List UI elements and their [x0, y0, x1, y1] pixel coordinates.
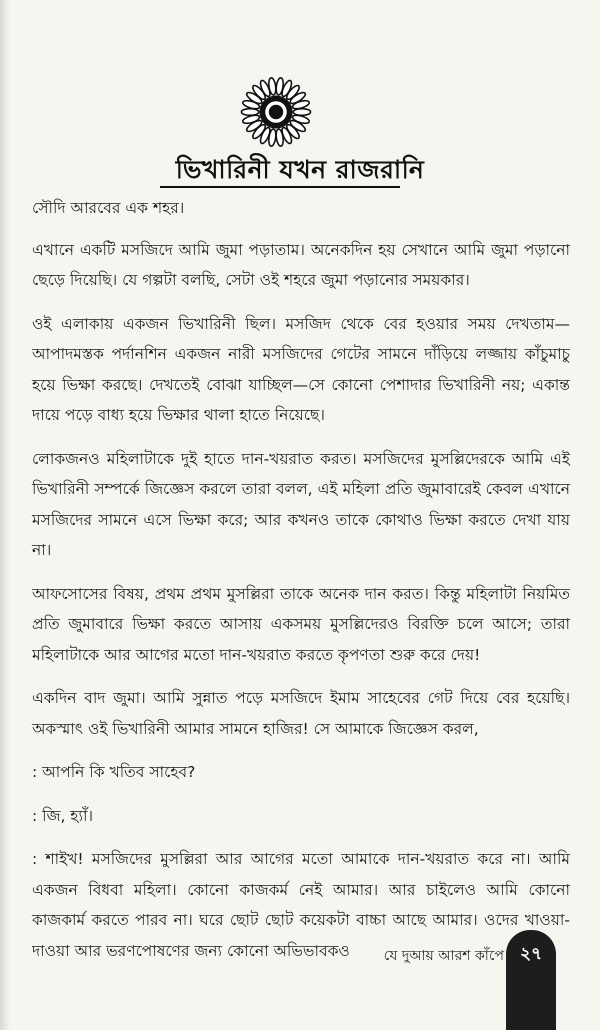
page-number-tab [506, 930, 556, 1030]
ornament-center [269, 105, 283, 119]
paragraph: একদিন বাদ জুমা। আমি সুন্নাত পড়ে মসজিদে ইমাম সাহেবের গেট দিয়ে বের হয়েছি। অকস্মাৎ ওই ভিখারিনী আমার সামনে হাজির! সে আমাকে জিজ্ঞেস করল, [32, 689, 570, 738]
title-underline [160, 186, 400, 188]
dialogue-line: : শাইখ! মসজিদের মুসল্লিরা আর আগের মতো আমাকে দান-খয়রাত করে না। আমি একজন বিধবা মহিলা। কোনো কাজকর্ম নেই আমার। আর চাইলেও আমি কোনো কাজকার্ম করতে পারব না। ঘরে ছোট ছোট কয়েকটা বাচ্চা আছে আমার। ওদের খাওয়া-দাওয়া আর ভরণপোষণের জন্য কোনো অভিভাবকও [32, 850, 570, 960]
ornament-petal [241, 109, 258, 116]
paragraph: এখানে একটি মসজিদে আমি জুমা পড়াতাম। অনেকদিন হয় সেখানে আমি জুমা পড়ানো ছেড়ে দিয়েছি। যে গল্পটা বলছি, সেটা ওই শহরে জুমা পড়ানোর সময়কার। [32, 240, 570, 289]
page-number: ২৭ [519, 944, 543, 964]
ornament-petal [293, 109, 310, 116]
paragraph: আফসোসের বিষয়, প্রথম প্রথম মুসল্লিরা তাকে অনেক দান করত। কিন্তু মহিলাটা নিয়মিত প্রতি জুমাবারে ভিক্ষা করতে আসায় একসময় মুসল্লিদেরও বিরক্তি চলে আসে; তারা মহিলাটাকে আর আগের মতো দান-খয়রাত করতে কৃপণতা শুরু করে দেয়! [32, 584, 570, 664]
paragraph: ওই এলাকায় একজন ভিখারিনী ছিল। মসজিদ থেকে বের হওয়ার সময় দেখতাম—আপাদমস্তক পর্দানশিন একজন নারী মসজিদের গেটের সামনে দাঁড়িয়ে লজ্জায় কাঁচুমাচু হয়ে ভিক্ষা করছে। দেখতেই বোঝা যাচ্ছিল—সে কোনো পেশাদার ভিখারিনী নয়; একান্ত দায়ে পড়ে বাধ্য হয়ে ভিক্ষার থালা হাতে নিয়েছে। [32, 314, 570, 424]
paragraph: সৌদি আরবের এক শহর। [32, 199, 185, 217]
dialogue-line: : জি, হ্যাঁ। [32, 806, 93, 825]
sunflower-ornament-icon [240, 76, 312, 148]
dialogue-line: : আপনি কি খতিব সাহেব? [32, 763, 196, 781]
running-footer-book-title: যে দুআয় আরশ কাঁপে [383, 948, 504, 964]
chapter-title: ভিখারিনী যখন রাজরানি [175, 155, 425, 184]
paragraph: লোকজনও মহিলাটাকে দুই হাতে দান-খয়রাত করত। মসজিদের মুসল্লিদেরকে আমি এই ভিখারিনী সম্পর্কে জিজ্ঞেস করলে তারা বলল, এই মহিলা প্রতি জুমাবারেই কেবল এখানে মসজিদের সামনে এসে ভিক্ষা করে; আর কখনও তাকে কোথাও ভিক্ষা করতে দেখা যায় না। [32, 449, 570, 559]
body-text [32, 193, 570, 979]
